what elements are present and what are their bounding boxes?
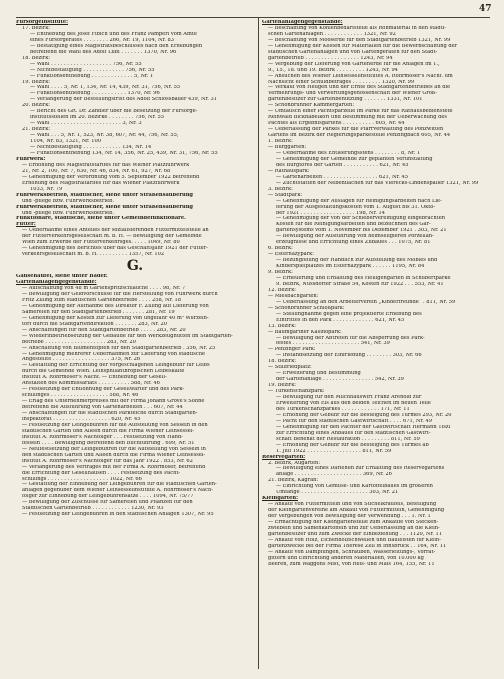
index-entry: erzeugnisse und Errichtung eines Zubaues . . . 1075, Nr. 81 — [276, 240, 431, 246]
index-entry: der Vergebungen von Bewilligung der Verwendung . . . 1. Nr. 1 — [268, 514, 431, 520]
index-entry: schen Gartenanlagen . . . . . . . . . . . . 1321, Nr. 92 — [268, 31, 396, 37]
index-heading: Gartenanlagengegenstände: — [16, 280, 97, 286]
index-entry: — Penzinger Park: — [268, 347, 316, 353]
index-entry: — Ansuchen des Wiener Leihsesselinstitutes A. Rohrmoser's Nachf. um — [268, 73, 453, 79]
index-entry: — Ankauf von Holz, Eichenholzschwellen und Bauleisten für Klein- — [268, 537, 441, 543]
index-entry: — Uebernahme eines Anteiles der sozialisierenden Futtermittelstelle an — [22, 228, 209, 234]
index-entry: — Gestattung der Errichtung der vorgeschlagenen Leihgebühr für Leibs — [22, 363, 210, 369]
index-entry: — Wiederinbetriebsetzung der Gebäude für den Werkzeughütten im Stadtgarten- — [22, 333, 233, 339]
index-entry: — Erweiterung und Bestimmung — [276, 371, 361, 377]
index-entry: — Enthebung des Josef Fibich und des Franz Pamperl vom Amte — [30, 31, 197, 37]
index-entry: gartenbesitzer und zum Zwecke der Einbeziehung . . . 1120, Nr. 11 — [268, 531, 442, 537]
index-entry: — Anschaffungen für den Stadtgartenbetrieb . . . . . 283, Nr. 20 — [22, 327, 186, 333]
index-entry: — Bewilligung der Geldvorschüsse für die Herstellung von Fuhrwerk durch — [22, 291, 218, 297]
index-entry: — Rathauspark: — [268, 168, 310, 174]
index-entry: 2. Bezirk, Augarten: — [268, 460, 321, 466]
index-entry: — Schönbrunner Schloßpark: — [268, 305, 345, 311]
index-entry: — Beschaffung von Kohlenbedarfsteile als Rohmaterial in den städti- — [268, 25, 446, 31]
index-entry: des Türkenschanzparkes . . . . . . . . . . . . 171, Nr. 11 — [276, 406, 410, 412]
index-entry: — Erhöhung der Gebühr für die Besteigung des Turmes ab — [276, 442, 429, 448]
index-entry: 18. Bezirk: — [268, 359, 297, 365]
index-entry: Fuhrwerk: — [16, 156, 46, 162]
index-entry: ber 1921 . . . . . . . . . . . . . . . . . 198, Nr. 14 — [276, 210, 385, 216]
index-entry: folger zur Einhebung der Leihgebührensätze . . . . 1094, Nr. 75/77 — [22, 494, 194, 500]
index-entry: — Miesbachgarten: — [268, 293, 319, 299]
index-entry: — Ueberlassung der Parkes für die Pfarrverwaltung des Ponzwitten — [268, 127, 444, 133]
index-entry: anlage . . . . . . . . . . . . . . . . . . . . . 369, Nr. 26 — [276, 472, 392, 478]
index-entry: — Uebernahme des Entleerungsstens . . . . . . . . 8, Nr. 1 — [276, 150, 421, 156]
index-entry: — Zuchtstätten der Nebenflächen für das Vierecks-Lindenspalier 1321, Nr. 99 — [276, 180, 479, 186]
index-entry: 18. Bezirk: — [22, 55, 51, 61]
index-entry: — Festsetzung der Entlohnung der Gesellwärter und des Park- — [22, 387, 185, 393]
index-entry: — Bewilligung der Zuschüsse für Sämereien und Pflanzen für den — [22, 500, 193, 506]
index-entry: Städtischen Gartenbetrieb . . . . . . . . . . . . 1230, Nr. 93 — [22, 506, 164, 512]
index-entry: die Errichtung der Gesellhausen . . . . Festsetzung des Pacht- — [22, 470, 181, 476]
index-entry: — Genehmigung der Kosten für Materialien für die Bewerbschaffung der — [268, 43, 458, 49]
left-column — [16, 20, 254, 672]
index-entry: Sämereien für den Stadtgartenbetrieb . . . . . . . 281, Nr. 19 — [22, 309, 175, 315]
index-entry: — Bewilligung eines Darlehen zur Erhaltung des Reservegartens — [276, 466, 445, 472]
index-entry: — Genehmigung für den Pächter der Gastwirtschaft Hermann Tiszl — [276, 424, 451, 430]
index-entry: — Verlängerung der Bestellungsfrist des Adolf Schlossbauer 439, Nr. 31 — [30, 97, 218, 103]
index-entry: schillinges . . . . . . . . . . . . . . . . . . 588, Nr. 46 — [22, 393, 139, 399]
index-entry: — Vergebung der Lieferung von Gartenerde für die Anlagen im 1., — [268, 61, 440, 67]
index-entry: — Anschaffungen für die städtischen Parkteiche durch Stadtgarten- — [22, 411, 198, 417]
index-entry: 9. Bezirk, Nussdorfer Straße 54, Kosten für 1922 . . . 553, Nr. 41 — [276, 281, 444, 287]
index-entry: 1033, Nr. 79 — [30, 186, 63, 192]
index-entry: gittern und Einrichtung anderen Materialien, von 10.000 kg — [268, 555, 424, 561]
index-entry: — Genehmigung der Kosten zur Lieferung von ungefähr 40 m³ Wurzeln- — [22, 315, 209, 321]
index-entry: — Genehmigung mehrerer Uebernahmen zur Lieferung von städtische — [22, 351, 206, 357]
index-entry: 6. Bezirk: — [268, 246, 293, 252]
index-entry: — Gartenarbeiten . . . . . . . . . . . . . . . . . 621, Nr. 45 — [276, 174, 408, 180]
index-entry: — Instandsetzung der Einfriedung . . . . . . . . 303, Nr. 66 — [276, 353, 422, 359]
index-entry: gartenbetrieb . . . . . . . . . . . . . . . . . 1243, Nr. 94 — [268, 55, 393, 61]
index-entry: zwiebeln und Samenkartoffeln und zur Ueberlassung an die Klein- — [268, 526, 440, 532]
index-entry: — Bewilligung für den Milchhauswirt Franz Arenold zur — [276, 395, 422, 401]
index-entry: Anstalten des Kommissariats . . . . . . . . . . 588, Nr. 46 — [22, 381, 160, 387]
index-entry: Fuhrwerksbetrieb, städtischer, siehe unter Straßensäuberung — [16, 204, 193, 210]
index-entry: — Bestätigung eines Magistratsbeschlusses nach den Erhebungen — [30, 43, 203, 49]
index-entry: — Nichtbestätigung . . . . . . . . . . . . . 756, Nr. 55 — [30, 67, 155, 73]
index-entry: 21. Bezirk, Kagran: — [268, 478, 319, 484]
index-entry: — Esterhazypark: — [268, 252, 314, 258]
index-entry: den städtischen Gärten und Alleen durch die Firma Wiener Leihsessel- — [22, 452, 206, 458]
index-entry: betriebe . . . . . . . . . . . . . . . . . . . 283, Nr. 20 — [22, 339, 136, 345]
index-entry: Nachsicht einer Schuldbetrages . . . . . . . . . 1320, Nr. 99 — [268, 79, 415, 85]
page-number: 47 — [479, 4, 492, 14]
index-entry: gartenbesitzer zur Gartenbenützung . . . . . . . 1331, Nr. 101 — [268, 97, 423, 103]
index-entry: Funktionäre, städtische, siehe unter Gemeindefunktionäre. — [16, 216, 186, 222]
index-entry: — Festsetzung der Leihgebühren für die Aufstellung von Sesseln in den — [22, 422, 208, 428]
index-entry: 9. Bezirk: — [268, 270, 293, 276]
index-entry: — Erlag des Unternehmerpreises mit der Firma Johann Grove's Söhne — [22, 399, 205, 405]
index-entry: — Neufestsetzung der Leihgebühren für die Aufstellung von Sesseln in — [22, 446, 206, 452]
index-entry: — Nichtbestätigung . . . . . . . . . . . . 134, Nr. 14 — [30, 145, 152, 151]
index-entry: — Ermächtigung der Kleingartenstelle zum Ankaufe von Stecken- — [268, 520, 439, 526]
index-entry: — Verlängerung des Vertrages mit der Firma A. Rohrmoser, betreffend — [22, 464, 206, 470]
index-entry: 3. Bezirk: — [268, 186, 293, 192]
index-entry: Fritz Zilling zum städtischen Gartenbetriebe . . . . 258, Nr. 18 — [22, 297, 182, 303]
index-entry: gartenzwecke bei der Firma Therese Zell in Innsbruck . . 164, Nr. 11 — [268, 543, 447, 549]
index-entry: betreffend die Wahl des Adolf Lubi . . . . . . . 1370, Nr. 96 — [30, 49, 177, 55]
index-entry: eines Fürsorgerates . . . . . . . . 266, Nr. 19, 1104, Nr. 83 — [30, 37, 174, 43]
index-entry: ferung der Ausgestaltungskosten vom 1. August bis 31. Okto- — [276, 204, 436, 210]
index-entry: — Schönbrunner Kammergarten: — [268, 103, 355, 109]
index-entry: Eintrittes in den Park . . . . . . . . . . . . . 621, Nr. 45 — [276, 317, 405, 323]
index-entry: — Genehmigung der Auslagen für Reinigungsarbeiten nach Lie- — [276, 198, 442, 204]
index-entry: 1. Bezirk: — [268, 139, 293, 145]
index-entry: 19. Bezirk: — [268, 383, 297, 389]
index-entry: — Ankauf von Futtermitteln und von Stichelkraufels, Beteiligung — [268, 502, 437, 508]
index-entry: der Kleingartenvereine am Ankauf von Futtermitteln, Genehmigung — [268, 508, 445, 514]
index-entry: Kinderspielplatzes im Esterhazypark . . . . . . 1195, Nr. 84 — [276, 264, 425, 270]
index-entry: — Gestattung der Einhebung der Leihgebühren für die städtischen Garten- — [22, 482, 217, 488]
index-entry: — Verkauf von Heugen und der Ernte des Stadtgartenbetriebes an die — [268, 85, 451, 91]
top-rule — [16, 17, 490, 18]
index-entry: Umfange . . . . . . . . . . . . . . . . . . . . . 303, Nr. 21 — [276, 490, 399, 496]
index-heading: Reservegärten: — [262, 454, 306, 460]
index-entry: 17. Bezirk: — [22, 25, 51, 31]
index-entry: — Funktionsenthebung 134, Nr. 14, 356, Nr. 25, 439, Nr. 31, 756, Nr. 55 — [30, 150, 218, 156]
index-entry: des Burgtores der Gärten . . . . . . . . . . . 621, Nr. 45 — [276, 162, 409, 168]
index-entry: betreffend die Ausführung von Gartenarbeiten . . . 607, Nr. 44 — [22, 405, 183, 411]
index-heading: Futter: — [16, 222, 36, 228]
index-entry: — Türkenschanzpark: — [268, 389, 325, 395]
index-entry: torf durch die Stadtgartendirektion . . . . . . . 283, Nr. 20 — [22, 321, 168, 327]
index-entry: 1. Juli 1922 . . . . . . . . . . . . . . . . . 811, Nr. 59 — [276, 448, 392, 454]
right-column — [262, 20, 490, 672]
index-entry: städtischen Gärten und Alleen durch die Firma Wiener Leihsessel- — [22, 428, 195, 434]
index-entry: — Bericht des GR. Dr. Zandler über die Besetzung der Fürsorge- — [30, 109, 198, 115]
index-entry: schaft Benenkt der Restauration . . . . . . . . . 811, Nr. 59 — [276, 436, 420, 442]
index-entry: — Anschaffung von Blumentöpfen für den Stadtgartenbetrieb . 356, Nr. 25 — [22, 345, 216, 351]
index-entry: 21. Bezirk: — [22, 127, 51, 133]
index-entry: — Stellungnahme gegen eine projektierte Erhebung des — [276, 311, 422, 317]
index-entry: durch die Gemeinde Wien. Leihsphilanthropischen Leibeskälte — [22, 369, 185, 375]
index-entry: — Genehmigung des Berichtes über das Geschäftsjahr 1921 der Futter- — [22, 246, 208, 252]
index-entry: — Erhöhung des Magistratstarifes für das Wiener Platzfuhrwerk — [22, 162, 190, 168]
index-entry: 1104, Nr. 83, 1321, Nr. 100 — [30, 139, 101, 145]
index-entry: schillings . . . . . . . . . . . . . . . . . . . 1022, Nr. 66 — [22, 476, 142, 482]
index-entry: Pachtes als Ergebnisgartens . . . . . . . . . . 605, Nr. 44 — [268, 121, 405, 127]
index-entry: Beeren, zum Waggons Mist, von Reis- und Mais 164, 155, Nr. 11 — [268, 561, 435, 567]
index-entry: 21, Nr. 2, 100, Nr. 7, 630, Nr. 46, 834, Nr. 61, 927, Nr. 68 — [22, 168, 171, 174]
index-entry: — Erneuerung und Erhaltung des Heiligengarten in Schubertparke — [276, 275, 451, 281]
index-entry: — Erhöhung der Gebühr für die Besteigung des Turmes 293, Nr. 20 — [276, 412, 452, 418]
index-entry: — Genehmigung der Verordnung vom 5. September 1922 betreffend — [22, 174, 200, 180]
index-entry: — Funktionsenthebung . . . . . . . . . . . 1370, Nr. 96 — [30, 91, 160, 97]
index-entry: der Futterverkehrsgesellschaft m. b. H. — Bewilligung der Gemeinde — [22, 234, 202, 240]
section-letter: G. — [126, 258, 144, 275]
index-entry: Erweiterung von Eis aus den beiden Teichen im neuen Teile — [276, 401, 431, 406]
index-entry: — Baumgartner Kasinopark: — [268, 329, 342, 335]
index-entry: — Wahl . . . 5, Nr. 1, 523, Nr. 38, 607, Nr. 44, 756, Nr. 55, — [30, 133, 179, 139]
index-entry: der Gartenanlage . . . . . . . . . . . . . . . . 542, Nr. 39 — [276, 377, 404, 383]
index-entry: — Genehmigung der Gemeinde zur geplanten Verunstaltung — [276, 156, 433, 162]
index-entry: institutsstellen im 20. Bezirke . . . . . . . . 756, Nr. 55 — [30, 115, 164, 121]
index-entry: — Pacht für den städtischen Gastwirtschaft . . . . 671, Nr. 49 — [276, 418, 432, 424]
index-entry: — Burggarten: — [268, 145, 307, 151]
index-entry: — Bewilligung der Ausführung von heimseligieren Porzellan- — [276, 234, 434, 240]
index-entry: — Stadtpark: — [268, 192, 303, 198]
index-entry: städtischen Gartenanlagen und von Gartengeräten für den Stadt- — [268, 49, 438, 55]
index-entry: institut A. Rohrmoser's Nachfolger für das Jahr 1922 . 853, Nr. 62 — [22, 458, 193, 464]
index-entry: anlagen gegenüber dem Wiener Leihsesselinstitute A. Rohrmoser's Nach- — [22, 488, 213, 494]
index-entry: 9., 15., 18. und 19. Bezirk . . . . . . . . . 1243, Nr. 94 — [268, 67, 398, 73]
index-entry: — Bewilligung der Abtreten für die Absperrung des Park- — [276, 335, 425, 341]
index-entry: — Beschaffung von Mooserde für den Stadtgartenbetrieb 1321, Nr. 99 — [268, 37, 451, 43]
index-entry: — Wahl . . . . 5, Nr. 1, 134, Nr. 14, 439, Nr. 31, 756, Nr. 55 — [30, 85, 181, 91]
index-entry: Kosten für die Reinigungsarbeiten und bezeichnen des Gar- — [276, 222, 431, 228]
index-entry: inspektorat . . . . . . . . . . . . . . . . . . 620, Nr. 45 — [22, 417, 141, 422]
index-entry: — Ueberlassung an den Arbeiterverein „Kinderfreunde“ . 811, Nr. 59 — [276, 299, 456, 305]
index-entry: — Wahl . . . . . . . . . . . . . . . . . . . 756, Nr. 55 — [30, 61, 142, 67]
index-entry: — Genehmigung der von der Schiebervereinigung eingebrachten — [276, 216, 446, 222]
index-entry: Gartens im Bezirk der Regierungsparkestelle Penzingbach 605, Nr. 44 — [268, 133, 451, 139]
index-entry: — Stillfriedplatz: — [268, 365, 312, 371]
index-heading: Fürsorgeinstitute: — [16, 20, 68, 25]
index-entry: 19. Bezirk: — [22, 79, 51, 85]
index-entry: — Festsetzung der Leihgebühren in den städtischen Anlagen 1307, Nr. 95 — [22, 512, 214, 518]
index-entry: institut A. Rohrmoser's Nachfolger . . . Festsetzung von Hand- — [22, 434, 183, 440]
index-entry: und -pflege bzw. Fuhrwerksbetrieb. — [22, 198, 114, 204]
index-entry: — Einrichtung von Gemüse- und Kartoffelbaues im größeren — [276, 484, 433, 490]
index-entry: Gänsehäufel, siehe unter Bäder. — [16, 274, 108, 280]
index-entry: 13. Bezirk: — [268, 323, 297, 329]
index-entry: festes . . . . . . . . . . . . . . . . . . . . . 541, Nr. 39 — [276, 341, 390, 347]
index-heading: Kleingärten: — [262, 496, 298, 502]
column-divider — [258, 18, 259, 669]
index-entry: — Bezungfeiung der Handlich zur Aufstellung des Möbles und — [276, 258, 438, 264]
index-entry: Reinwald Bicknäbelkorl und Bestimmung mit der Ueberwachung des — [268, 115, 447, 121]
index-entry: Angestellte . . . . . . . . . . . . . . . . . . 375, Nr. 26 — [22, 357, 141, 363]
index-heading: Gartenanlagengegenstände: — [262, 20, 343, 25]
index-entry: institut A. Rohrmoser's Nachf. — Enthebung der Gesell- — [22, 375, 167, 381]
index-entry: — Wahl . . . . . . . . . . . . . . . . . . . . . . 3, Nr. 3 — [30, 121, 142, 127]
index-entry: — Genehmigung der Aufnahme des Direktor F. Zilling auf Lieferung von — [22, 303, 209, 309]
index-entry: Erhöhung des Magistraltarifes für das Wiener Platzfuhrwerk — [22, 180, 180, 186]
index-entry: und -pflege bzw. Fuhrwerksbetrieb. — [22, 210, 114, 216]
index-entry: — Umtausch einer Pachtsparzelle im Parke für das Rathausbedienstete — [268, 109, 453, 115]
index-entry: 20. Bezirk: — [22, 103, 51, 109]
index-entry: zur Errichtung eines Anbaues für den städtischen Gastwirt- — [276, 430, 431, 436]
index-entry: gartensystems vom 1. November bis Dezember 1921 . 303, Nr. 21 — [276, 228, 447, 234]
index-entry: Fuhrwerksbetrieb, städtischer, siehe unter Straßensäuberung — [16, 192, 193, 198]
index-entry: 12. Bezirk: — [268, 287, 297, 293]
index-entry: Vermehrungs- und Verwertungsgenossenschaft der Wiener Groß- — [268, 91, 438, 97]
index-entry: — Funktionsenthebung . . . . . . . . . . . . . 5, Nr. 1 — [30, 73, 154, 79]
index-entry: verkehrsgesellschaft m. b. H. . . . . . . . . . 1357, Nr. 102 — [22, 252, 165, 258]
index-entry: — Aufschaffung von 48 m Gartenspritzschläuche . . . . 98, Nr. 7 — [22, 286, 186, 292]
index-entry: — Ankauf von Dämpfungen, Schrauben, Wasserleitungs-, Vorrat- — [268, 549, 436, 555]
index-entry: Wien zum Erwerbe der Futterverkehrsges. . . . . 1049, Nr. 80 — [22, 240, 180, 246]
index-entry: fesseln . . . . Bewilligung betreffend den Buchführung . 699, Nr. 51 — [22, 440, 195, 446]
